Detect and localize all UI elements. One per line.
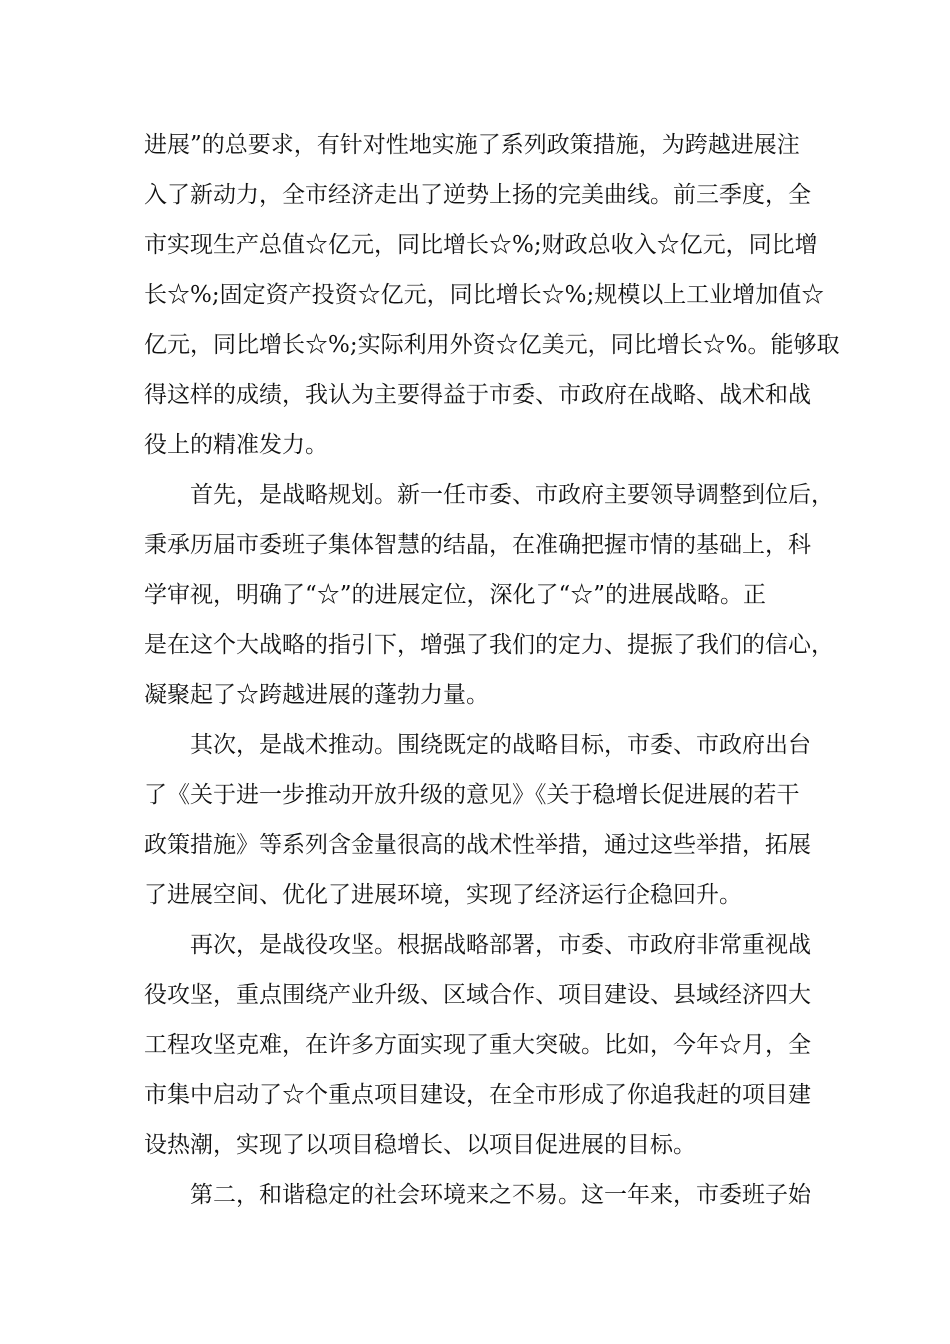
text-line: 役上的精准发力。 bbox=[144, 432, 328, 458]
paragraph-strategic-planning bbox=[144, 470, 834, 720]
text-line: 役攻坚，重点围绕产业升级、区域合作、项目建设、县域经济四大 bbox=[144, 982, 811, 1008]
text-line: 再次，是战役攻坚。根据战略部署，市委、市政府非常重视战 bbox=[144, 932, 811, 958]
document-body bbox=[144, 120, 840, 1220]
text-line: 市集中启动了☆个重点项目建设，在全市形成了你追我赶的项目建 bbox=[144, 1082, 811, 1108]
text-line: 是在这个大战略的指引下，增强了我们的定力、提振了我们的信心， bbox=[144, 632, 834, 658]
text-line: 设热潮，实现了以项目稳增长、以项目促进展的目标。 bbox=[144, 1132, 696, 1158]
text-line: 了进展空间、优化了进展环境，实现了经济运行企稳回升。 bbox=[144, 882, 742, 908]
text-line: 得这样的成绩，我认为主要得益于市委、市政府在战略、战术和战 bbox=[144, 382, 811, 408]
text-line: 长☆%;固定资产投资☆亿元，同比增长☆%;规模以上工业增加值☆ bbox=[144, 282, 825, 308]
text-line: 凝聚起了☆跨越进展的蓬勃力量。 bbox=[144, 682, 489, 708]
text-line: 政策措施》等系列含金量很高的战术性举措，通过这些举措，拓展 bbox=[144, 832, 811, 858]
text-line: 第二，和谐稳定的社会环境来之不易。这一年来，市委班子始 bbox=[144, 1182, 811, 1208]
text-line: 首先，是战略规划。新一任市委、市政府主要领导调整到位后， bbox=[144, 482, 834, 508]
text-line: 其次，是战术推动。围绕既定的战略目标，市委、市政府出台 bbox=[144, 732, 811, 758]
text-line: 亿元，同比增长☆%;实际利用外资☆亿美元，同比增长☆%。能够取 bbox=[144, 332, 840, 358]
text-line: 学审视，明确了“☆”的进展定位，深化了“☆”的进展战略。正 bbox=[144, 582, 767, 608]
text-line: 秉承历届市委班子集体智慧的结晶，在准确把握市情的基础上，科 bbox=[144, 532, 811, 558]
text-line: 入了新动力，全市经济走出了逆势上扬的完美曲线。前三季度，全 bbox=[144, 182, 811, 208]
paragraph-tactical-promotion bbox=[144, 720, 810, 920]
text-line: 工程攻坚克难，在许多方面实现了重大突破。比如，今年☆月，全 bbox=[144, 1032, 811, 1058]
text-line: 了《关于进一步推动开放升级的意见》《关于稳增长促进展的若干 bbox=[144, 782, 800, 808]
paragraph-campaign-tackling bbox=[144, 920, 810, 1170]
paragraph-economic-results bbox=[144, 120, 840, 470]
text-line: 进展”的总要求，有针对性地实施了系列政策措施，为跨越进展注 bbox=[144, 132, 800, 158]
text-line: 市实现生产总值☆亿元，同比增长☆%;财政总收入☆亿元，同比增 bbox=[144, 232, 818, 258]
paragraph-social-stability bbox=[144, 1170, 810, 1220]
